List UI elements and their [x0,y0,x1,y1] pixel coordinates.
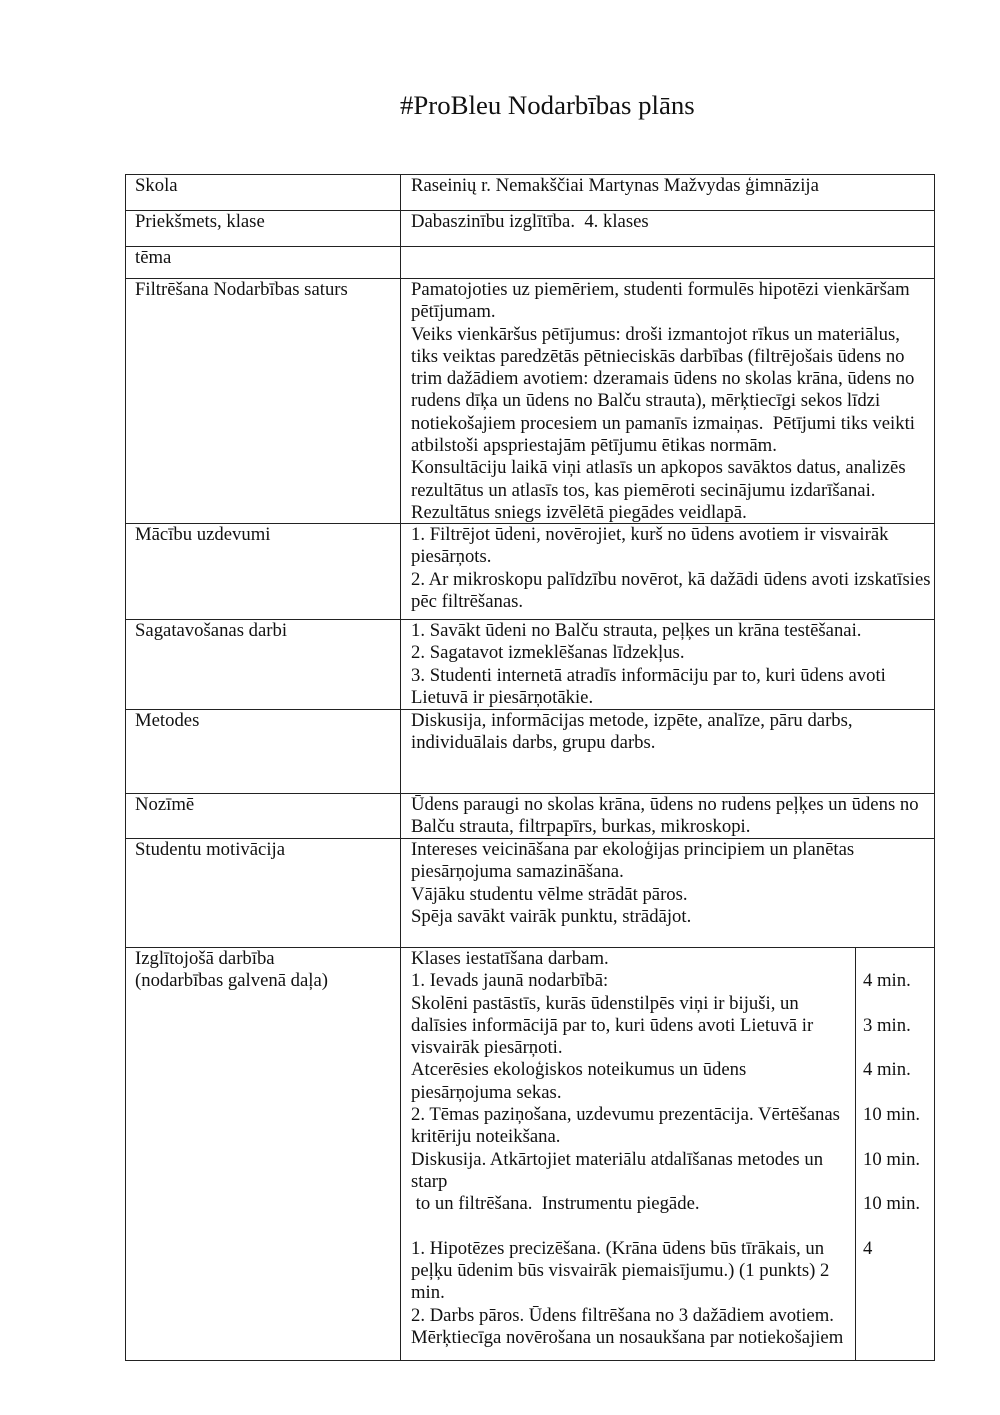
row-content [401,279,934,523]
text-line: Spēja savākt vairāk punktu, strādājot. [411,905,692,927]
row-content [401,175,934,210]
text-line: Izglītojošā darbība [135,948,275,969]
text-line: Intereses veicināšana par ekoloģijas principiem un planētas [411,839,855,860]
text-line: (nodarbības galvenā daļa) [135,970,329,992]
row-label [126,247,401,278]
text-line: Lietuvā ir piesārņotākie. [411,686,594,708]
row-content [401,524,934,619]
row-label [126,279,401,523]
time-entry: 4 [863,1237,873,1259]
text-line: Skolēni pastāstīs, kurās ūdenstilpēs viņi ir bijuši, un [411,992,799,1014]
table-row-lesson-content [126,279,934,524]
text-line: Pamatojoties uz piemēriem, studenti formulēs hipotēzi vienkāršam [411,279,910,300]
row-content [401,247,934,278]
text-line: 2. Ar mikroskopu palīdzību novērot, kā dažādi ūdens avoti izskatīsies [411,568,931,590]
text-line: Ūdens paraugi no skolas krāna, ūdens no rudens peļķes un ūdens no [411,794,919,815]
text-line: notiekošajiem procesiem un pamanīs izmaiņas. Pētījumi tiks veikti [411,412,915,434]
text-line: starp [411,1170,448,1192]
text-line: rudens dīķa un ūdens no Balču strauta), mērķtiecīgi sekos līdzi [411,390,881,412]
text-line: 1. Hipotēzes precizēšana. (Krāna ūdens būs tīrākais, un [411,1237,825,1259]
row-label [126,524,401,619]
time-entry: 10 min. [863,1148,921,1170]
text-line: dalīsies informācijā par to, kuri ūdens avoti Lietuvā ir [411,1014,814,1036]
text-line: Sagatavošanas darbi [135,620,288,641]
table-row-materials [126,794,934,839]
text-line: to un filtrēšana. Instrumentu piegāde. [411,1193,700,1215]
row-label [126,839,401,947]
row-content [401,620,934,709]
text-line: min. [411,1282,445,1304]
time-entry: 10 min. [863,1193,921,1215]
text-line: atbilstoši apspriestajām pētījumu ētikas normām. [411,435,777,457]
text-line: Priekšmets, klase [135,211,265,232]
text-line: visvairāk piesārņoti. [411,1037,563,1059]
text-line: pēc filtrēšanas. [411,590,524,612]
table-row-learning-tasks [126,524,934,620]
table-row-main-activity [126,948,934,1360]
text-line: Klases iestatīšana darbam. [411,948,609,969]
table-row-methods [126,710,934,794]
text-line: rezultātus un atlasīs tos, kas piemēroti secinājumu izdarīšanai. [411,479,876,501]
row-content [401,839,934,947]
text-line: Mācību uzdevumi [135,524,271,545]
text-line: trim dažādiem avotiem: dzeramais ūdens no skolas krāna, ūdens no [411,368,915,390]
table-row-school [126,175,934,211]
lesson-plan-table [125,174,935,1361]
text-line: 1. Ievads jaunā nodarbībā: [411,970,609,992]
text-line: 2. Tēmas paziņošana, uzdevumu prezentācija. Vērtēšanas [411,1104,840,1126]
time-entry: 10 min. [863,1104,921,1126]
time-entry: 3 min. [863,1014,911,1036]
text-line: Konsultāciju laikā viņi atlasīs un apkopos savāktos datus, analizēs [411,457,906,479]
text-line: Atcerēsies ekoloģiskos noteikumus un ūdens [411,1059,747,1081]
row-content [401,794,934,838]
text-line: 2. Darbs pāros. Ūdens filtrēšana no 3 dažādiem avotiem. [411,1304,834,1326]
table-row-topic [126,247,934,279]
text-line: Mērķtiecīga novērošana un nosaukšana par notiekošajiem [411,1327,844,1349]
text-line: piesārņots. [411,546,492,568]
text-line: Diskusija, informācijas metode, izpēte, analīze, pāru darbs, [411,710,853,731]
text-line: tiks veiktas paredzētās pētnieciskās darbības (filtrējošais ūdens no [411,345,905,367]
text-line: pētījumam. [411,301,496,323]
row-label [126,211,401,246]
text-line: 2. Sagatavot izmeklēšanas līdzekļus. [411,642,685,664]
blank-line [411,1216,855,1238]
text-line: kritēriju noteikšana. [411,1126,561,1148]
text-line: Skola [135,175,178,196]
text-line: Balču strauta, filtrpapīrs, burkas, mikroskopi. [411,816,751,838]
text-line: 3. Studenti internetā atradīs informāciju par to, kuri ūdens avoti [411,664,886,686]
text-line: Filtrēšana Nodarbības saturs [135,279,348,300]
text-line: Vājāku studentu vēlme strādāt pāros. [411,883,688,905]
text-line: Dabaszinību izglītība. 4. klases [411,211,649,232]
row-label [126,175,401,210]
row-content [401,211,934,246]
text-line: 1. Filtrējot ūdeni, novērojiet, kurš no ūdens avotiem ir visvairāk [411,524,889,545]
text-line: Studentu motivācija [135,839,285,860]
table-row-preparation [126,620,934,710]
text-line: peļķu ūdenim būs visvairāk piemaisījumu.) (1 punkts) 2 [411,1260,830,1282]
table-row-motivation [126,839,934,948]
text-line: Diskusija. Atkārtojiet materiālu atdalīšanas metodes un [411,1148,824,1170]
table-row-subject-class [126,211,934,247]
text-line: Veiks vienkāršus pētījumus: droši izmantojot rīkus un materiālus, [411,323,900,345]
row-content [401,710,934,793]
time-entry: 4 min. [863,970,911,992]
row-label [126,794,401,838]
row-label [126,620,401,709]
text-line: Nozīmē [135,794,195,815]
row-label [126,948,401,1360]
text-line: individuālais darbs, grupu darbs. [411,732,656,754]
row-label [126,710,401,793]
text-line: 1. Savākt ūdeni no Balču strauta, peļķes un krāna testēšanai. [411,620,862,641]
text-line: tēma [135,247,172,268]
text-line: Metodes [135,710,200,731]
page-title: #ProBleu Nodarbības plāns [400,90,695,120]
text-line: piesārņojuma sekas. [411,1081,562,1103]
time-column [856,948,934,1360]
row-content [401,948,856,1360]
text-line: Rezultātus sniegs izvēlētā piegādes veidlapā. [411,501,747,523]
text-line: Raseinių r. Nemakščiai Martynas Mažvydas ģimnāzija [411,175,819,196]
time-entry: 4 min. [863,1059,911,1081]
text-line: piesārņojuma samazināšana. [411,861,624,883]
